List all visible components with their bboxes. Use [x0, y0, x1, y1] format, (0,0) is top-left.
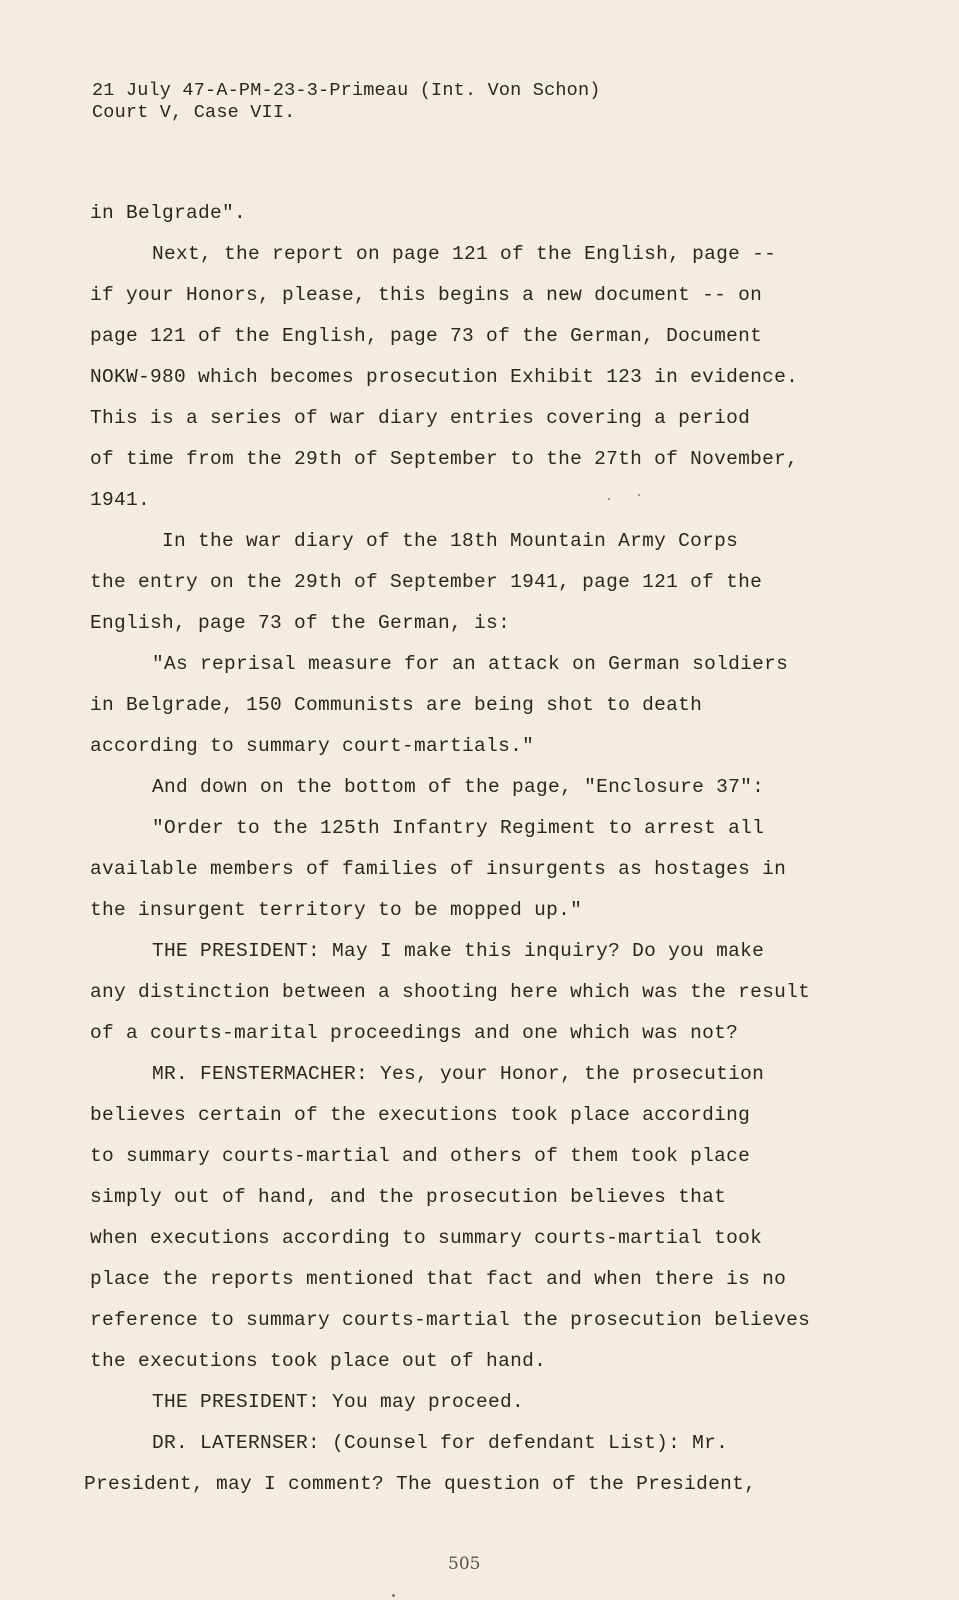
- text-line: English, page 73 of the German, is:: [90, 612, 511, 634]
- text-line: available members of families of insurgents as hostages in: [90, 858, 787, 880]
- text-line: in Belgrade".: [90, 202, 247, 224]
- text-line: if your Honors, please, this begins a new document -- on: [90, 284, 763, 306]
- text-line: THE PRESIDENT: You may proceed.: [152, 1391, 525, 1413]
- paper-speck: [392, 1594, 395, 1597]
- text-line: of time from the 29th of September to the 27th of November,: [90, 448, 799, 470]
- text-line: the executions took place out of hand.: [90, 1350, 547, 1372]
- page-number: 505: [448, 1554, 481, 1574]
- text-line: place the reports mentioned that fact and when there is no: [90, 1268, 787, 1290]
- text-line: President, may I comment? The question of the President,: [84, 1473, 757, 1495]
- header-line-2: Court V, Case VII.: [92, 102, 296, 123]
- text-line: And down on the bottom of the page, "Enclosure 37":: [152, 776, 765, 798]
- text-line: Next, the report on page 121 of the English, page --: [152, 243, 777, 265]
- paper-speck: [638, 494, 640, 496]
- text-line: MR. FENSTERMACHER: Yes, your Honor, the prosecution: [152, 1063, 765, 1085]
- text-line: "Order to the 125th Infantry Regiment to arrest all: [152, 817, 765, 839]
- text-line: according to summary court-martials.": [90, 735, 535, 757]
- text-line: when executions according to summary courts-martial took: [90, 1227, 763, 1249]
- header-line-1: 21 July 47-A-PM-23-3-Primeau (Int. Von Schon): [92, 80, 601, 101]
- text-line: simply out of hand, and the prosecution believes that: [90, 1186, 727, 1208]
- text-line: DR. LATERNSER: (Counsel for defendant List): Mr.: [152, 1432, 729, 1454]
- text-line: In the war diary of the 18th Mountain Army Corps: [162, 530, 739, 552]
- text-line: reference to summary courts-martial the prosecution believes: [90, 1309, 811, 1331]
- text-line: in Belgrade, 150 Communists are being shot to death: [90, 694, 703, 716]
- text-line: page 121 of the English, page 73 of the German, Document: [90, 325, 763, 347]
- text-line: any distinction between a shooting here which was the result: [90, 981, 811, 1003]
- text-line: THE PRESIDENT: May I make this inquiry? Do you make: [152, 940, 765, 962]
- text-line: the entry on the 29th of September 1941, page 121 of the: [90, 571, 763, 593]
- text-line: of a courts-marital proceedings and one which was not?: [90, 1022, 739, 1044]
- text-line: to summary courts-martial and others of them took place: [90, 1145, 751, 1167]
- text-line: NOKW-980 which becomes prosecution Exhibit 123 in evidence.: [90, 366, 799, 388]
- text-line: This is a series of war diary entries covering a period: [90, 407, 751, 429]
- text-line: believes certain of the executions took place according: [90, 1104, 751, 1126]
- text-line: the insurgent territory to be mopped up.": [90, 899, 583, 921]
- paper-speck: [608, 498, 610, 500]
- text-line: "As reprisal measure for an attack on German soldiers: [152, 653, 789, 675]
- document-header: [92, 80, 601, 124]
- text-line: 1941.: [90, 489, 151, 511]
